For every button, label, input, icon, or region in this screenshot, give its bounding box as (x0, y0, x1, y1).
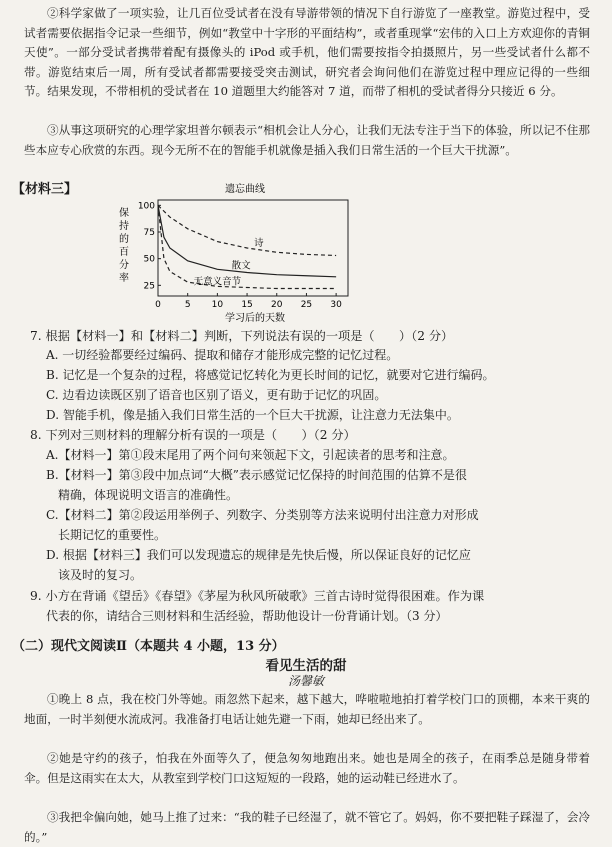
q8-option-d-line1: D. 根据【材料三】我们可以发现遗忘的规律是先快后慢，所以保证良好的记忆应 (46, 548, 471, 562)
q8-option-a: A.【材料一】第①段末尾用了两个问句来领起下文，引起读者的思考和注意。 (46, 448, 455, 462)
y-tick-label: 100 (137, 201, 155, 212)
x-tick-label: 15 (241, 300, 253, 310)
q7-option-a: A. 一切经验都要经过编码、提取和储存才能形成完整的记忆过程。 (46, 348, 399, 362)
y-axis-label-char: 保 (119, 208, 129, 219)
x-tick-label: 30 (330, 300, 342, 310)
material2-paragraph-3: ③从事这项研究的心理学家坦普尔顿表示“相机会让人分心，让我们无法专注于当下的体验，所以记不住那些本应专心欣赏的东西。现今无所不在的智能手机就像是插入我们日常生活的一个巨大干扰源”。 (24, 123, 590, 157)
y-tick-label: 75 (143, 228, 155, 238)
series-label-1: 诗 (254, 237, 264, 249)
question-7-stem: 7. 根据【材料一】和【材料二】判断，下列说法有误的一项是（ ）（2 分） (30, 329, 454, 343)
y-axis-label-char: 分 (119, 260, 129, 271)
chart-title: 遗忘曲线 (225, 184, 265, 195)
section-2-heading: （二）现代文阅读Ⅱ（本题共 4 小题，13 分） (12, 639, 285, 654)
q8-option-c-line1: C.【材料二】第②段运用举例子、列数字、分类别等方法来说明付出注意力对形成 (46, 508, 479, 522)
y-axis-label-char: 的 (119, 234, 129, 245)
story-title: 看见生活的甜 (265, 658, 347, 674)
series-line-1 (158, 205, 336, 255)
question-9-line2: 代表的你，请结合三则材料和生活经验，帮助他设计一份背诵计划。（3 分） (46, 609, 448, 623)
material2-paragraph-2: ②科学家做了一项实验，让几百位受试者在没有导游带领的情况下自行游览了一座教堂。游览过程中，受试者需要依据指令记录一些细节，例如“教堂中十字形的平面结构”，或者重现掌“宏伟的入口上方欢迎你的青铜天使”。一部分受试者携带着配有摄像头的 iPod 或手机，他们需要按指令拍摄照片，另一些受试者什么都不带。游览结束后一周，所有受试者都需要接受突击测试，研究者会询问他们在游览过程中理应记得的一些细节。结果发现，不带相机的受试者在 10 道题里大约能答对 7 道，而带了相机的受试者得分只接近 6 分。 (24, 6, 590, 99)
q7-option-b: B. 记忆是一个复杂的过程，将感觉记忆转化为更长时间的记忆，就要对它进行编码。 (46, 368, 495, 382)
y-axis-label-char: 率 (119, 273, 129, 284)
story-paragraph-3: ③我把伞偏向她，她马上推了过来：“我的鞋子已经湿了，就不管它了。妈妈，你不要把鞋子踩湿了，会冷的。” (24, 810, 590, 844)
question-9-line1: 9. 小方在背诵《望岳》《春望》《茅屋为秋风所破歌》三首古诗时觉得很困难。作为课 (30, 589, 485, 603)
series-label-2: 散文 (231, 260, 251, 272)
x-tick-label: 20 (271, 300, 283, 310)
question-8-stem: 8. 下列对三则材料的理解分析有误的一项是（ ）（2 分） (30, 428, 356, 442)
q8-option-c-line2: 长期记忆的重要性。 (58, 528, 167, 542)
y-axis-label (119, 206, 129, 284)
q8-option-b-line1: B.【材料一】第③段中加点词“大概”表示感觉记忆保持的时间范围的估算不是很 (46, 468, 467, 482)
y-axis-label-char: 持 (119, 221, 129, 232)
q7-option-d: D. 智能手机，像是插入我们日常生活的一个巨大干扰源，让注意力无法集中。 (46, 408, 459, 422)
story-paragraph-1: ①晚上 8 点，我在校门外等她。雨忽然下起来，越下越大，哗啦啦地拍打着学校门口的顶棚，本来干爽的地面，一时半刻便水流成河。我准备打电话让她先避一下雨，她却已经出来了。 (24, 692, 590, 726)
q8-option-d-line2: 该及时的复习。 (58, 568, 143, 582)
x-tick-label: 10 (211, 300, 224, 310)
x-axis-label: 学习后的天数 (225, 313, 285, 324)
q8-option-b-line2: 精确，体现说明文语言的准确性。 (58, 488, 239, 502)
story-paragraph-2: ②她是守约的孩子，怕我在外面等久了，便急匆匆地跑出来。她也是周全的孩子，在雨季总是随身带着伞。但是这雨实在太大，从教室到学校门口这短短的一段路，她的运动鞋已经进水了。 (24, 751, 590, 785)
x-tick-label: 5 (184, 300, 191, 310)
y-tick-label: 25 (143, 281, 155, 292)
story-author: 汤馨敏 (287, 674, 324, 688)
y-axis-label-char: 百 (119, 247, 129, 258)
forgetting-curve-chart (100, 178, 370, 326)
y-tick-label: 50 (143, 254, 155, 265)
x-tick-label: 25 (300, 300, 313, 310)
q7-option-c: C. 边看边读既区别了语音也区别了语义，更有助于记忆的巩固。 (46, 388, 387, 402)
material3-heading: 【材料三】 (12, 182, 78, 197)
series-label-3: 无意义音节 (193, 276, 242, 288)
x-tick-label: 0 (155, 300, 161, 310)
